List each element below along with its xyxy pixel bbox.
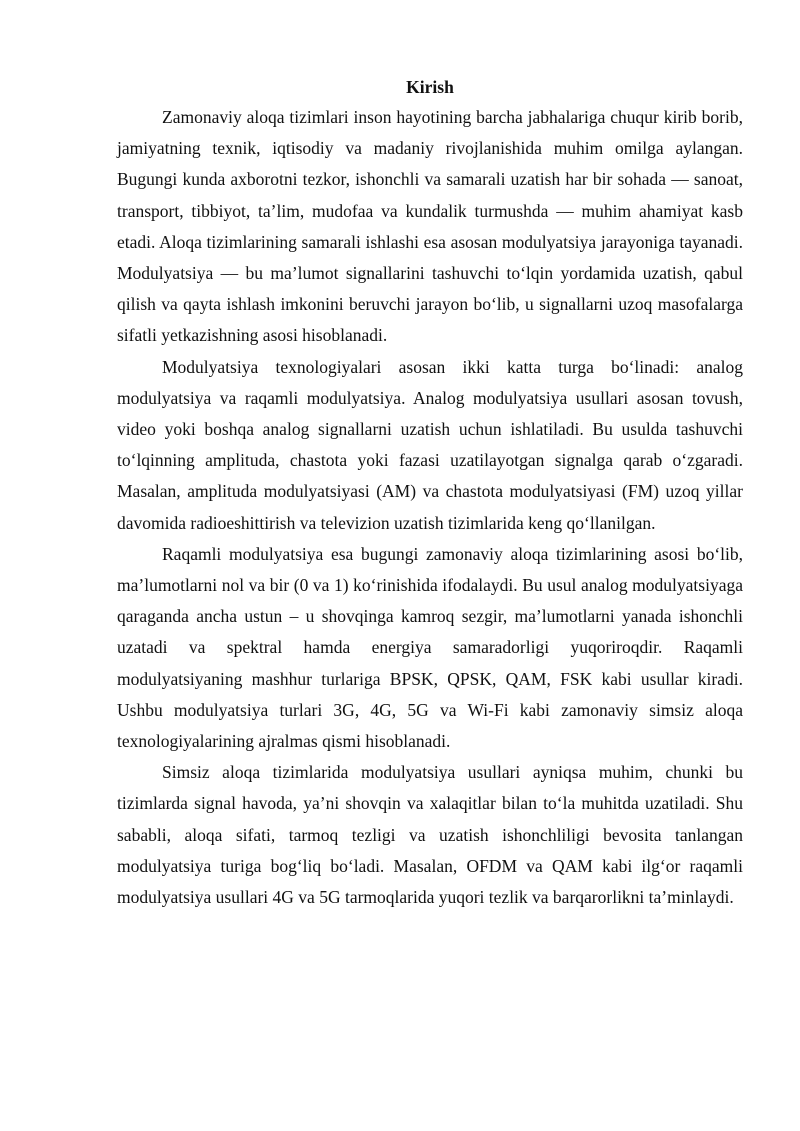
paragraph-4: Simsiz aloqa tizimlarida modulyatsiya usullari ayniqsa muhim, chunki bu tizimlarda signal havoda, ya’ni shovqin va xalaqitlar bilan to‘la muhitda uzatiladi. Shu sababli, aloqa sifati, tarmoq tezligi va uzatish ishonchliligi bevosita tanlangan modulyatsiya turiga bog‘liq bo‘ladi. Masalan, OFDM va QAM kabi ilg‘or raqamli modulyatsiya usullari 4G va 5G tarmoqlarida yuqori tezlik va barqarorlikni ta’minlaydi. bbox=[117, 762, 743, 908]
document-page bbox=[117, 72, 743, 913]
paragraph-1: Zamonaviy aloqa tizimlari inson hayotining barcha jabhalariga chuqur kirib borib, jamiyatning texnik, iqtisodiy va madaniy rivojlanishida muhim omilga aylangan. Bugungi kunda axborotni tezkor, ishonchli va samarali uzatish har bir sohada — sanoat, transport, tibbiyot, ta’lim, mudofaa va kundalik turmushda — muhim ahamiyat kasb etadi. Aloqa tizimlarining samarali ishlashi esa asosan modulyatsiya jarayoniga tayanadi. Modulyatsiya — bu ma’lumot signallarini tashuvchi to‘lqin yordamida uzatish, qabul qilish va qayta ishlash imkonini beruvchi jarayon bo‘lib, u signallarni uzoq masofalarga sifatli yetkazishning asosi hisoblanadi. bbox=[117, 107, 743, 346]
paragraph-2: Modulyatsiya texnologiyalari asosan ikki katta turga bo‘linadi: analog modulyatsiya va raqamli modulyatsiya. Analog modulyatsiya usullari asosan tovush, video yoki boshqa analog signallarni uzatish uchun ishlatiladi. Bu usulda tashuvchi to‘lqinning amplituda, chastota yoki fazasi uzatilayotgan signalga qarab o‘zgaradi. Masalan, amplituda modulyatsiyasi (AM) va chastota modulyatsiyasi (FM) uzoq yillar davomida radioeshittirish va televizion uzatish tizimlarida keng qo‘llanilgan. bbox=[117, 356, 743, 533]
paragraph-3: Raqamli modulyatsiya esa bugungi zamonaviy aloqa tizimlarining asosi bo‘lib, ma’lumotlarni nol va bir (0 va 1) ko‘rinishida ifodalaydi. Bu usul analog modulyatsiyaga qaraganda ancha ustun – u shovqinga kamroq sezgir, ma’lumotlarni yanada ishonchli uzatadi va spektral hamda energiya samaradorligi yuqoriroqdir. Raqamli modulyatsiyaning mashhur turlariga BPSK, QPSK, QAM, FSK kabi usullar kiradi. Ushbu modulyatsiya turlari 3G, 4G, 5G va Wi-Fi kabi zamonaviy simsiz aloqa texnologiyalarining ajralmas qismi hisoblanadi. bbox=[117, 543, 743, 752]
page-title: Kirish bbox=[406, 77, 454, 97]
